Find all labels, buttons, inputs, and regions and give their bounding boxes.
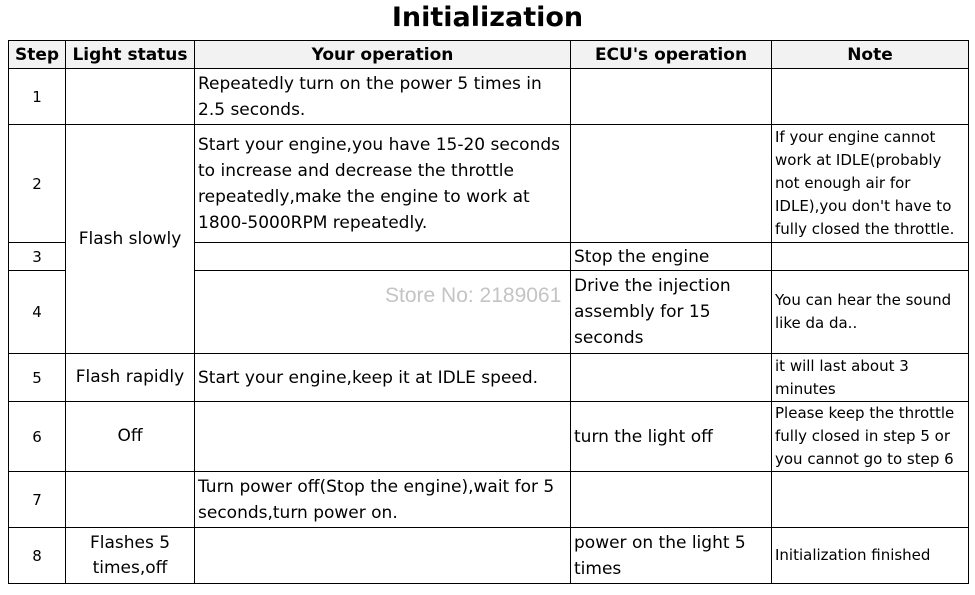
initialization-table (8, 40, 969, 584)
header-note: Note (772, 41, 969, 69)
ecu-operation-cell (571, 472, 772, 528)
step-cell: 3 (9, 243, 66, 271)
your-operation-cell (195, 528, 571, 584)
step-cell: 1 (9, 69, 66, 125)
table-row (9, 125, 969, 243)
ecu-operation-cell (571, 354, 772, 402)
your-operation-cell: Start your engine,keep it at IDLE speed. (195, 354, 571, 402)
ecu-operation-cell: Drive the injection assembly for 15 seconds (571, 271, 772, 354)
note-cell: If your engine cannot work at IDLE(probably not enough air for IDLE),you don't have to fully closed the throttle. (772, 125, 969, 243)
your-operation-cell (195, 271, 571, 354)
light-status-cell (66, 472, 195, 528)
ecu-operation-cell: Stop the engine (571, 243, 772, 271)
light-status-cell: Off (66, 402, 195, 472)
ecu-operation-cell: power on the light 5 times (571, 528, 772, 584)
page-title: Initialization (391, 2, 584, 33)
note-cell: it will last about 3 minutes (772, 354, 969, 402)
your-operation-cell (195, 243, 571, 271)
header-ecu-operation: ECU's operation (571, 41, 772, 69)
ecu-operation-cell (571, 125, 772, 243)
light-status-cell (66, 69, 195, 125)
note-cell (772, 243, 969, 271)
table-row (9, 528, 969, 584)
your-operation-cell (195, 402, 571, 472)
light-status-cell: Flash rapidly (66, 354, 195, 402)
ecu-operation-cell: turn the light off (571, 402, 772, 472)
header-your-operation: Your operation (195, 41, 571, 69)
step-cell: 8 (9, 528, 66, 584)
step-cell: 6 (9, 402, 66, 472)
step-cell: 5 (9, 354, 66, 402)
your-operation-cell: Turn power off(Stop the engine),wait for 5 seconds,turn power on. (195, 472, 571, 528)
note-cell: You can hear the sound like da da.. (772, 271, 969, 354)
light-status-cell: Flash slowly (66, 125, 195, 354)
note-cell (772, 472, 969, 528)
header-step: Step (9, 41, 66, 69)
note-cell: Initialization finished (772, 528, 969, 584)
table-row (9, 69, 969, 125)
your-operation-cell: Repeatedly turn on the power 5 times in 2.5 seconds. (195, 69, 571, 125)
ecu-operation-cell (571, 69, 772, 125)
light-status-cell: Flashes 5 times,off (66, 528, 195, 584)
step-cell: 2 (9, 125, 66, 243)
table-header-row (9, 41, 969, 69)
header-light-status: Light status (66, 41, 195, 69)
store-watermark: Store No: 2189061 (385, 284, 562, 307)
table-row (9, 472, 969, 528)
table-row (9, 354, 969, 402)
note-cell (772, 69, 969, 125)
your-operation-cell: Start your engine,you have 15-20 seconds to increase and decrease the throttle repeatedly,make the engine to work at 1800-5000RPM repeatedly. (195, 125, 571, 243)
step-cell: 4 (9, 271, 66, 354)
note-cell: Please keep the throttle fully closed in step 5 or you cannot go to step 6 (772, 402, 969, 472)
table-row (9, 402, 969, 472)
step-cell: 7 (9, 472, 66, 528)
